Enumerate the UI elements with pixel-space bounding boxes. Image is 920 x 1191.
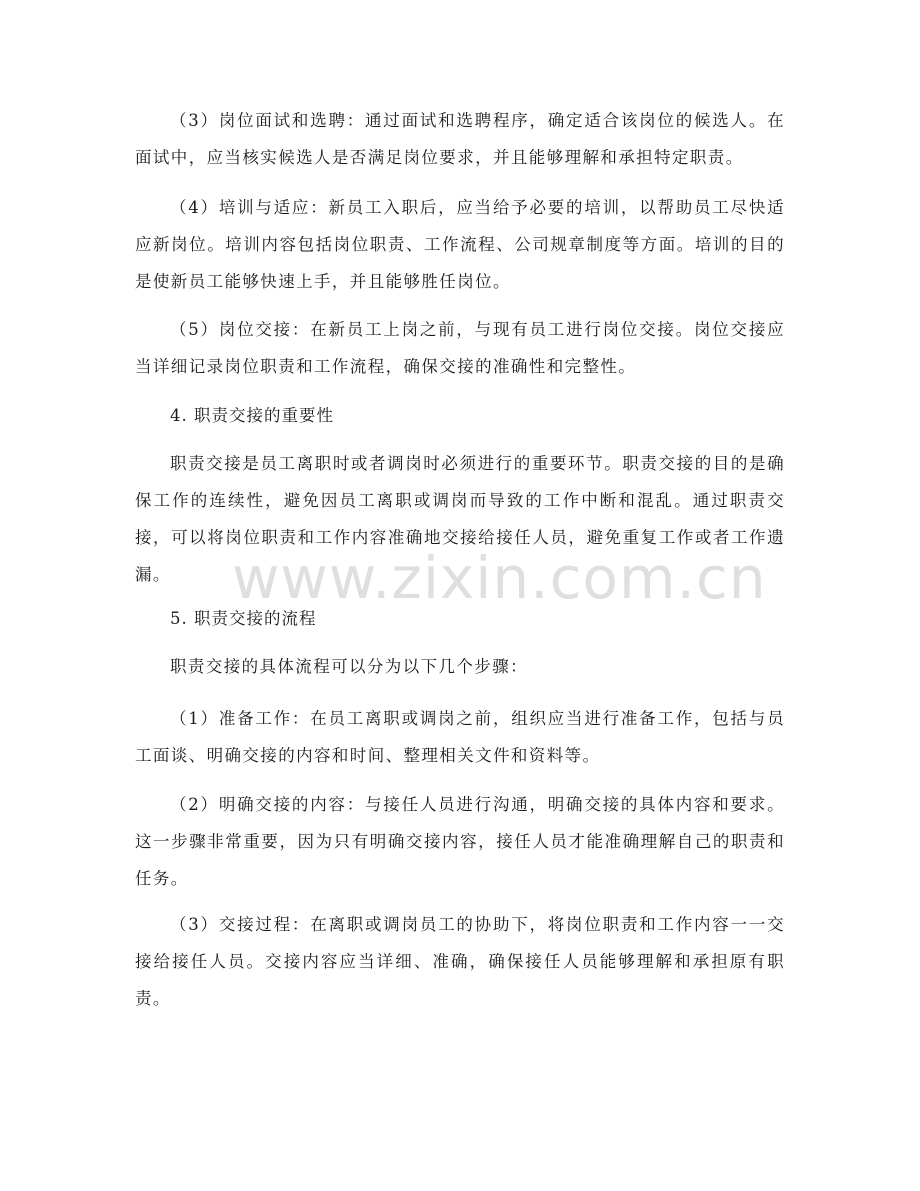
paragraph-interview-selection: （3）岗位面试和选聘：通过面试和选聘程序，确定适合该岗位的候选人。在面试中，应当核实候选人是否满足岗位要求，并且能够理解和承担特定职责。	[135, 111, 785, 167]
paragraph-handover-process: （3）交接过程：在离职或调岗员工的协助下，将岗位职责和工作内容一一交接给接任人员。交接内容应当详细、准确，确保接任人员能够理解和承担原有职责。	[135, 915, 785, 1008]
watermark: www.zixin.com.cn	[232, 544, 767, 612]
paragraph-importance: 职责交接是员工离职时或者调岗时必须进行的重要环节。职责交接的目的是确保工作的连续性，避免因员工离职或调岗而导致的工作中断和混乱。通过职责交接，可以将岗位职责和工作内容准确地交接给接任人员，避免重复工作或者工作遗漏。	[135, 454, 785, 584]
section-heading-importance: 4. 职责交接的重要性	[170, 406, 334, 425]
paragraph-position-handover: （5）岗位交接：在新员工上岗之前，与现有员工进行岗位交接。岗位交接应当详细记录岗位职责和工作流程，确保交接的准确性和完整性。	[135, 320, 785, 376]
paragraph-process-intro: 职责交接的具体流程可以分为以下几个步骤：	[170, 657, 528, 676]
paragraph-clarify-content: （2）明确交接的内容：与接任人员进行沟通，明确交接的具体内容和要求。这一步骤非常重要，因为只有明确交接内容，接任人员才能准确理解自己的职责和任务。	[135, 795, 785, 888]
section-heading-process: 5. 职责交接的流程	[170, 609, 317, 628]
paragraph-preparation: （1）准备工作：在员工离职或调岗之前，组织应当进行准备工作，包括与员工面谈、明确交接的内容和时间、整理相关文件和资料等。	[135, 709, 785, 765]
paragraph-training-adaptation: （4）培训与适应：新员工入职后，应当给予必要的培训，以帮助员工尽快适应新岗位。培训内容包括岗位职责、工作流程、公司规章制度等方面。培训的目的是使新员工能够快速上手，并且能够胜任岗位。	[135, 198, 785, 291]
